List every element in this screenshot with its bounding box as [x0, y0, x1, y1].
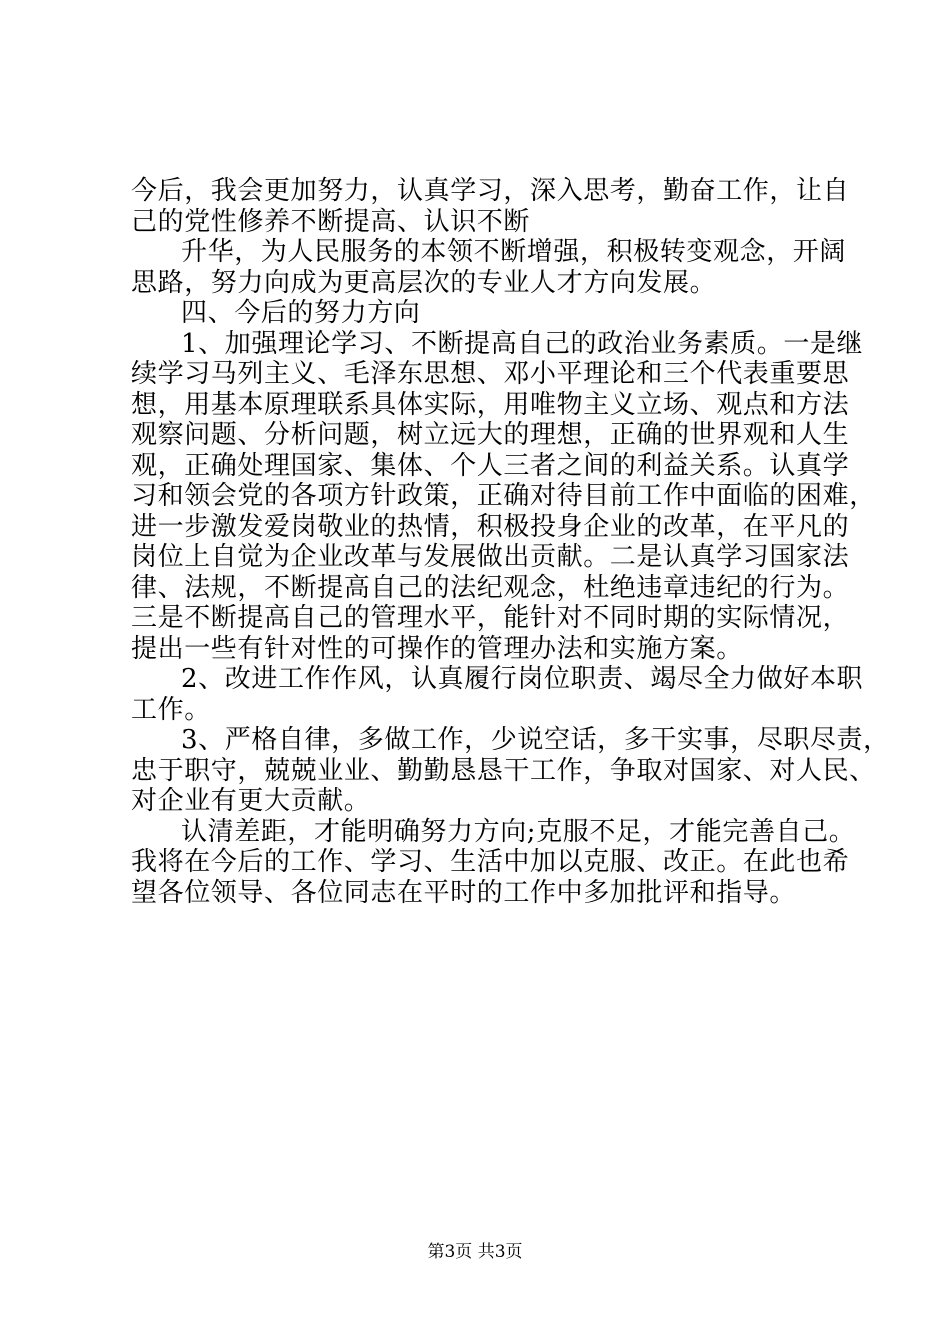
text-line: 进一步激发爱岗敬业的热情，积极投身企业的改革，在平凡的	[131, 511, 850, 542]
text-line: 忠于职守，兢兢业业、勤勤恳恳干工作，争取对国家、对人民、	[131, 755, 876, 786]
text-line: 升华，为人民服务的本领不断增强，积极转变观念，开阔	[181, 237, 847, 267]
text-line: 今后，我会更加努力，认真学习，深入思考，勤奋工作，让自	[131, 176, 850, 206]
text-line: 观察问题、分析问题，树立远大的理想，正确的世界观和人生	[131, 420, 850, 450]
text-line: 1、加强理论学习、不断提高自己的政治业务素质。一是继	[181, 328, 864, 359]
text-line: 四、今后的努力方向	[181, 298, 421, 328]
text-line: 习和领会党的各项方针政策，正确对待目前工作中面临的困难，	[131, 481, 876, 511]
text-line: 望各位领导、各位同志在平时的工作中多加批评和指导。	[131, 877, 797, 908]
text-line: 想，用基本原理联系具体实际，用唯物主义立场、观点和方法	[131, 389, 850, 420]
text-line: 认清差距，才能明确努力方向;克服不足，才能完善自己。	[181, 816, 856, 847]
text-line: 己的党性修养不断提高、认识不断	[131, 206, 531, 237]
text-line: 律、法规，不断提高自己的法纪观念，杜绝违章违纪的行为。	[131, 572, 850, 603]
document-body	[131, 176, 890, 908]
text-line: 我将在今后的工作、学习、生活中加以克服、改正。在此也希	[131, 847, 850, 877]
text-line: 提出一些有针对性的可操作的管理办法和实施方案。	[131, 633, 743, 664]
text-line: 观，正确处理国家、集体、个人三者之间的利益关系。认真学	[131, 450, 850, 481]
page-footer: 第3页 共3页	[427, 1242, 523, 1262]
text-line: 岗位上自觉为企业改革与发展做出贡献。二是认真学习国家法	[131, 542, 850, 572]
text-line: 2、改进工作作风，认真履行岗位职责、竭尽全力做好本职	[181, 664, 864, 694]
text-line: 三是不断提高自己的管理水平，能针对不同时期的实际情况，	[131, 603, 850, 633]
text-line: 思路，努力向成为更高层次的专业人才方向发展。	[131, 267, 717, 298]
text-line: 工作。	[131, 694, 211, 725]
text-line: 对企业有更大贡献。	[131, 786, 371, 816]
text-line: 续学习马列主义、毛泽东思想、邓小平理论和三个代表重要思	[131, 359, 850, 389]
text-line: 3、严格自律，多做工作，少说空话，多干实事，尽职尽责，	[181, 725, 890, 755]
